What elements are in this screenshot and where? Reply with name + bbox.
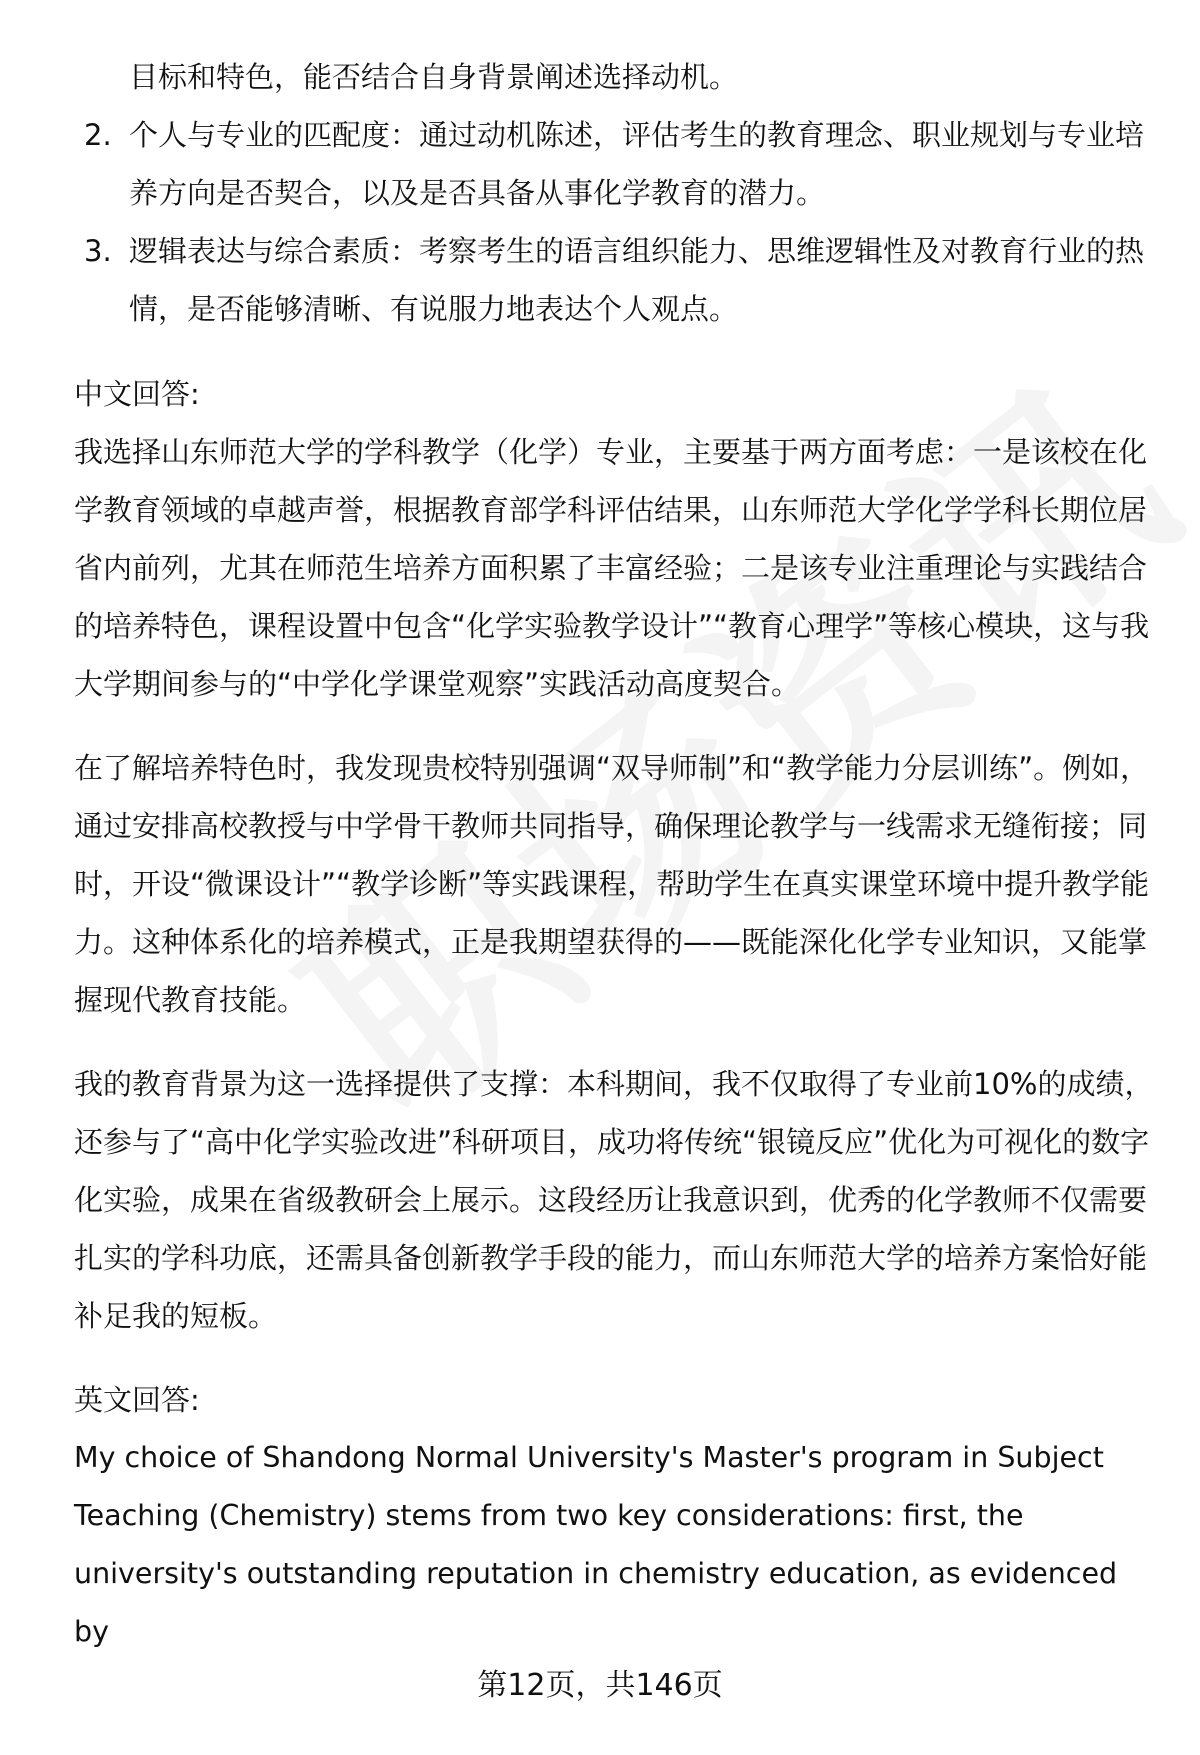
english-answer-line: university's outstanding reputation in chemistry education, as evidenced by [74, 1557, 1118, 1648]
criteria-item-number: 2. [84, 118, 112, 152]
page-number-footer: 第12页，共146页 [477, 1668, 723, 1703]
english-answer-line: Teaching (Chemistry) stems from two key considerations: first, the [74, 1499, 1024, 1532]
criteria-item [74, 222, 1154, 338]
criteria-item-text: 逻辑表达与综合素质：考察考生的语言组织能力、思维逻辑性及对教育行业的热情，是否能够清晰、有说服力地表达个人观点。 [129, 234, 1145, 326]
criteria-continued-line: 目标和特色，能否结合自身背景阐述选择动机。 [129, 60, 739, 94]
chinese-answer-paragraph: 我选择山东师范大学的学科教学（化学）专业，主要基于两方面考虑：一是该校在化学教育领域的卓越声誉，根据教育部学科评估结果，山东师范大学化学学科长期位居省内前列，尤其在师范生培养方面积累了丰富经验；二是该专业注重理论与实践结合的培养特色，课程设置中包含“化学实验教学设计”“教育心理学”等核心模块，这与我大学期间参与的“中学化学课堂观察”实践活动高度契合。 [74, 435, 1150, 701]
english-answer-label: 英文回答: [74, 1383, 200, 1417]
english-answer-paragraph [74, 1429, 1154, 1661]
english-answer-line: My choice of Shandong Normal University's Master's program in Subject [74, 1441, 1104, 1474]
chinese-answer-paragraph: 在了解培养特色时，我发现贵校特别强调“双导师制”和“教学能力分层训练”。例如，通过安排高校教授与中学骨干教师共同指导，确保理论教学与一线需求无缝衔接；同时，开设“微课设计”“教学诊断”等实践课程，帮助学生在真实课堂环境中提升教学能力。这种体系化的培养模式，正是我期望获得的——既能深化化学专业知识，又能掌握现代教育技能。 [74, 751, 1150, 1017]
criteria-list [74, 106, 1154, 338]
chinese-answer-paragraph: 我的教育背景为这一选择提供了支撑：本科期间，我不仅取得了专业前10%的成绩，还参与了“高中化学实验改进”科研项目，成功将传统“银镜反应”优化为可视化的数字化实验，成果在省级教研会上展示。这段经历让我意识到，优秀的化学教师不仅需要扎实的学科功底，还需具备创新教学手段的能力，而山东师范大学的培养方案恰好能补足我的短板。 [74, 1067, 1154, 1333]
criteria-item-number: 3. [84, 234, 112, 268]
criteria-item [74, 106, 1154, 222]
criteria-item-text: 个人与专业的匹配度：通过动机陈述，评估考生的教育理念、职业规划与专业培养方向是否契合，以及是否具备从事化学教育的潜力。 [129, 118, 1145, 210]
chinese-answer-label: 中文回答: [74, 377, 200, 411]
page-content [74, 48, 1154, 1661]
